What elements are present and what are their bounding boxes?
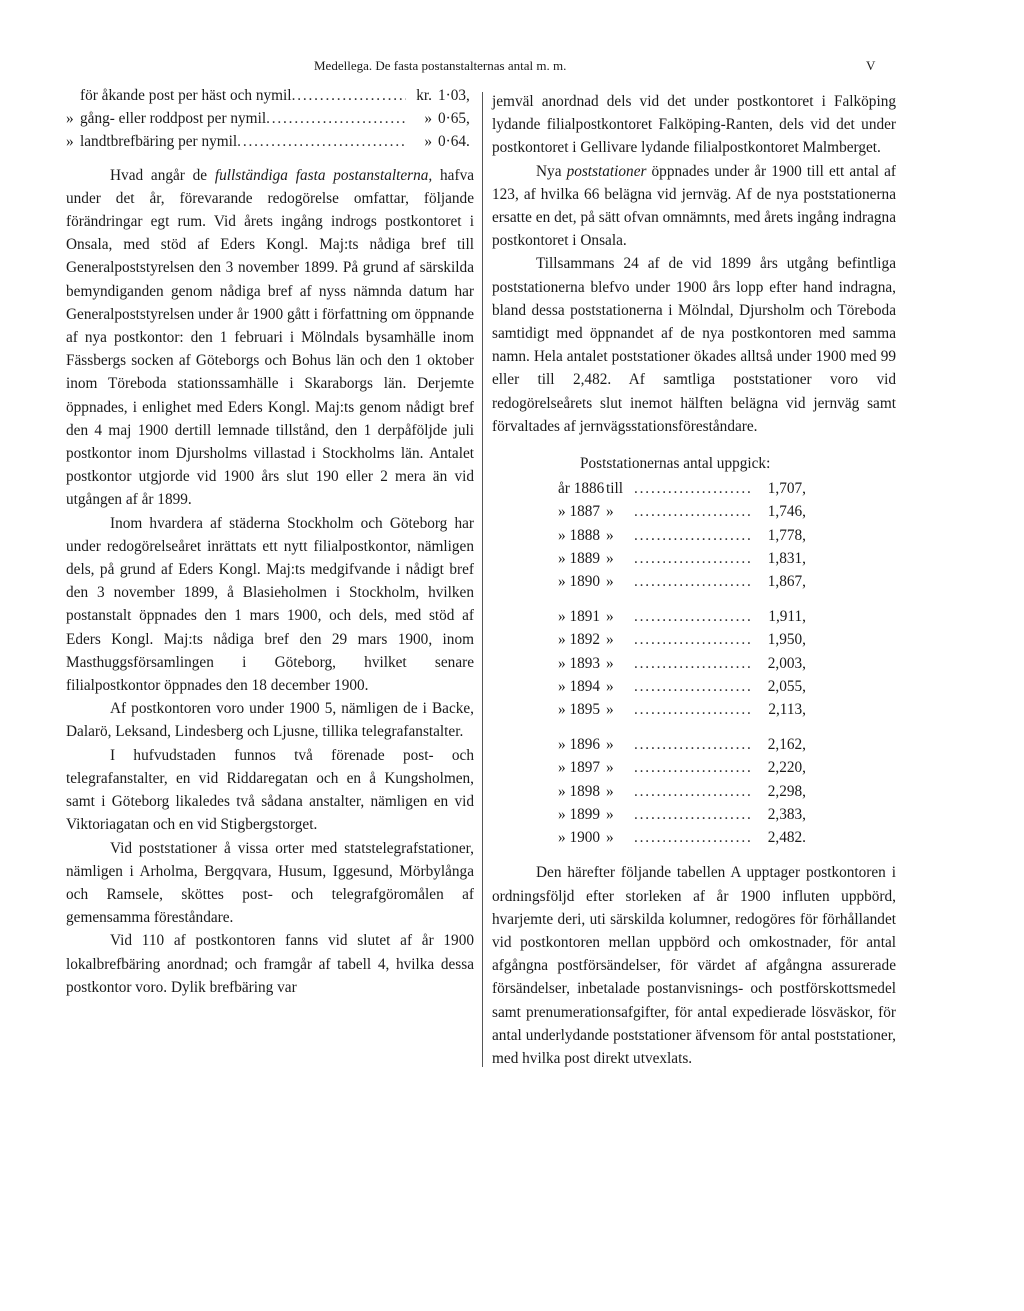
rate-unit: » <box>424 133 432 151</box>
page-number: V <box>866 58 876 73</box>
year-label: » 1892 <box>558 631 601 649</box>
rate-unit: kr. <box>416 87 432 104</box>
year-label: » 1887 <box>558 503 601 521</box>
year-label: » 1890 <box>558 573 601 591</box>
rate-amount: 0·64. <box>438 133 470 151</box>
ditto-mark: » <box>606 782 614 800</box>
column-divider <box>482 92 483 1067</box>
year-row <box>492 698 808 721</box>
year-row <box>492 628 808 651</box>
leader-dots <box>634 477 750 500</box>
station-count-table <box>492 477 896 849</box>
ditto-mark: » <box>606 829 614 847</box>
rate-amount: 0·65, <box>438 110 470 128</box>
station-count: 2,003, <box>767 654 806 672</box>
rate-row <box>66 107 474 130</box>
left-column <box>66 84 474 999</box>
ditto-mark: » <box>606 701 614 719</box>
station-count: 2,055, <box>767 677 806 695</box>
year-row <box>492 524 808 547</box>
leader-dots <box>634 698 750 721</box>
year-label: » 1891 <box>558 608 601 626</box>
year-group <box>492 477 896 593</box>
leader-dots <box>634 733 750 756</box>
leader-dots <box>266 107 406 130</box>
year-label: » 1894 <box>558 677 601 695</box>
station-count: 2,162, <box>767 736 806 754</box>
station-count: 1,707, <box>767 480 806 498</box>
ditto-mark: » <box>66 110 74 128</box>
year-row <box>492 803 808 826</box>
year-row <box>492 756 808 779</box>
page-header <box>60 58 880 78</box>
year-group <box>492 605 896 721</box>
year-label: » 1896 <box>558 736 601 754</box>
ditto-mark: » <box>606 573 614 591</box>
station-count: 1,867, <box>767 573 806 591</box>
paragraph: Hvad angår de fullständiga fasta postanstalterna, hafva under det år, förevarande redogörelse omfattar, följande förändringar egt rum. Vid årets ingång indrogs postkontoret i Onsala, med stöd af Eders Kongl. Maj:ts nådiga bref till Generalpoststyrelsen den 3 november 1899. På grund af särskilda bemyndiganden genom nådiga bref af nyss nämnda datum har Generalpoststyrelsen under år 1900 gått i författning om öppnande af nya postkontor: den 1 februari i Mölndals bysamhälle inom Fässbergs socken af Göteborgs och Bohus län och den 1 oktober inom Töreboda stationssamhälle i Skaraborgs län. Derjemte öppnades, i enlighet med Eders Kongl. Maj:ts genom nådigt bref den 4 maj 1900 dertill lemnade tillstånd, den 1 derpåföljde juli postkontor inom Djursholms villastad i Stockholms län. Antalet postkontor utgjorde vid 1900 års slut 190 eller 2 mera än vid utgången af år 1899. <box>66 166 475 509</box>
year-label: » 1888 <box>558 526 601 544</box>
station-count: 2,220, <box>767 759 806 777</box>
ditto-mark: » <box>606 631 614 649</box>
year-label: » 1889 <box>558 549 601 567</box>
leader-dots <box>634 547 750 570</box>
station-count: 1,831, <box>767 549 806 567</box>
leader-dots <box>634 756 750 779</box>
year-label: » 1895 <box>558 701 601 719</box>
ditto-mark: » <box>606 608 614 626</box>
leader-dots <box>634 780 750 803</box>
emphasis: poststationer <box>566 162 647 180</box>
paragraph: Nya poststationer öppnades under år 1900 till ett antal af 123, af hvilka 66 belägna vid jernväg. Af de nya poststationerna ersatte en det, på sätt ofvan omnämnts, med årets ingång indragna postkontoret i Onsala. <box>492 162 896 250</box>
leader-dots <box>634 826 750 849</box>
leader-dots <box>634 570 750 593</box>
running-title: Medellega. De fasta postanstalternas antal m. m. <box>314 58 567 73</box>
year-label: » 1900 <box>558 829 601 847</box>
year-label: » 1897 <box>558 759 601 777</box>
leader-dots <box>634 675 750 698</box>
ditto-mark: » <box>606 503 614 521</box>
paragraph: Vid 110 af postkontoren fanns vid slutet af år 1900 lokalbrefbäring anordnad; och framgår af tabell 4, hvilka dessa postkontor voro. Dylik brefbäring var <box>66 932 474 996</box>
ditto-mark <box>66 84 80 107</box>
year-label: år 1886 <box>558 480 605 498</box>
station-count: 2,482. <box>767 829 806 847</box>
year-label: » 1898 <box>558 782 601 800</box>
ditto-mark: » <box>606 549 614 567</box>
rate-row <box>66 130 474 153</box>
leader-dots <box>634 500 750 523</box>
year-row <box>492 826 808 849</box>
paragraph: jemväl anordnad dels vid det under postkontoret i Falköping lydande filialpostkontoret Falköping-Ranten, dels vid det under postkontoret i Gellivare lydande filialpostkontoret Malmberget. <box>492 93 896 157</box>
station-count: 1,950, <box>767 631 806 649</box>
rate-row <box>66 84 474 107</box>
rate-amount: 1·03, <box>438 87 470 104</box>
ditto-mark: » <box>606 759 614 777</box>
ditto-mark: » <box>606 677 614 695</box>
paragraph: Af postkontoren voro under 1900 5, nämligen de i Backe, Dalarö, Leksand, Lindesberg och Ljusne, tillika telegrafanstalter. <box>66 700 474 741</box>
station-count: 1,746, <box>767 503 806 521</box>
rate-label: landtbrefbäring per nymil <box>80 133 238 151</box>
year-row <box>492 570 808 593</box>
year-row <box>492 652 808 675</box>
paragraph: Den härefter följande tabellen A upptager postkontoren i ordningsföljd efter storleken af år 1900 influten uppbörd, hvarjemte deri, uti särskilda kolumner, redogöres för förhållandet vid postkontoren mellan uppbörd och omkostnader, för antal afgångna postförsändelser, för värdet af afgångna assurerade försändelser, inbetalade postanvisnings- och postförskottsmedel samt prenumerationsafgifter, för antal expedierade lösväskor, för antal underlydande poststationer äfvensom för antal poststationer, med hvilka post direkt utvexlats. <box>492 864 896 1067</box>
year-group <box>492 733 896 849</box>
station-count: 2,298, <box>767 782 806 800</box>
leader-dots <box>634 652 750 675</box>
year-row <box>492 500 808 523</box>
ditto-mark: » <box>66 133 74 151</box>
leader-dots <box>292 84 406 107</box>
rate-label: gång- eller roddpost per nymil <box>80 110 267 128</box>
year-row <box>492 605 808 628</box>
leader-dots <box>237 130 406 153</box>
rate-label: för åkande post per häst och nymil <box>80 87 292 104</box>
leader-dots <box>634 524 750 547</box>
paragraph: Vid poststationer å vissa orter med statstelegrafstationer, nämligen i Arholma, Bergqvara, Husum, Iggesund, Mörbylånga och Ramsele, sköttes post- och telegrafgöromålen af gemensamma föreståndare. <box>66 839 474 927</box>
paragraph: I hufvudstaden funnos två förenade post- och telegrafanstalter, en vid Riddaregatan och en å Kungsholmen, samt i Göteborg likaledes två sådana anstalter, nämligen en vid Viktoriagatan och en vid Stigbergstorget. <box>66 746 474 834</box>
leader-dots <box>634 628 750 651</box>
year-label: » 1893 <box>558 654 601 672</box>
station-count: 1,778, <box>767 526 806 544</box>
right-column <box>492 90 896 1070</box>
year-label: » 1899 <box>558 805 601 823</box>
paragraph: Tillsammans 24 af de vid 1899 års utgång befintliga poststationerna blefvo under 1900 års lopp efter hand indragna, bland dessa poststationerna i Mölndal, Djursholm och Töreboda samtidigt med öppnandet af de nya postkontoren med samma namn. Hela antalet poststationer ökades alltså under 1900 med 99 eller till 2,482. Af samtliga poststationer voro vid redogörelseårets slut inemot hälften belägna vid jernväg samt förvaltades af jernvägsstationsföreståndare. <box>492 255 896 435</box>
table-title: Poststationernas antal uppgick: <box>580 455 771 473</box>
ditto-mark: » <box>606 526 614 544</box>
paragraph: Inom hvardera af städerna Stockholm och Göteborg har under redogörelseåret inrättats ett nytt filialpostkontor, nämligen dels, på grund af Eders Kongl. Maj:ts medgifvande i nådigt bref den 3 november 1899, å Blasieholmen i Stockholm, hvilken postanstalt öppnades den 1 mars 1900, och dels, med stöd af Eders Kongl. Maj:ts nådiga bref den 29 mars 1900, inom Masthuggsförsamlingen i Göteborg, hvilket senare filialpostkontor öppnades den 18 december 1900. <box>66 514 474 695</box>
leader-dots <box>634 803 750 826</box>
station-count: 2,383, <box>767 805 806 823</box>
ditto-mark: » <box>606 736 614 754</box>
station-count: 2,113, <box>768 701 806 719</box>
year-row <box>492 733 808 756</box>
ditto-mark: » <box>606 805 614 823</box>
year-row <box>492 675 808 698</box>
leader-dots <box>634 605 750 628</box>
year-row <box>492 780 808 803</box>
year-row <box>492 477 808 500</box>
station-count: 1,911, <box>768 608 806 626</box>
year-row <box>492 547 808 570</box>
ditto-mark: till <box>606 480 623 498</box>
ditto-mark: » <box>606 654 614 672</box>
rate-unit: » <box>424 110 432 128</box>
emphasis: fullständiga fasta postanstalterna, <box>214 166 433 184</box>
